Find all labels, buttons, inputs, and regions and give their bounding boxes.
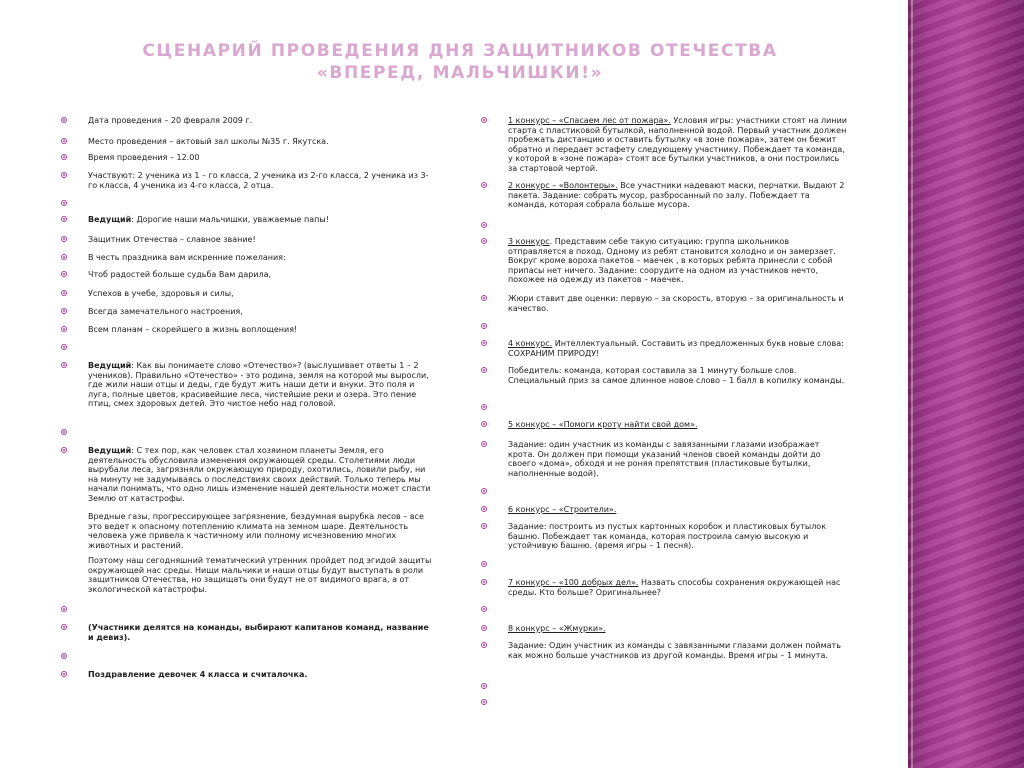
bullet-icon bbox=[480, 221, 488, 229]
right-paragraph bbox=[508, 116, 848, 174]
bullet-icon bbox=[480, 366, 488, 374]
paragraph-lead: Ведущий bbox=[88, 215, 132, 224]
paragraph-lead: 5 конкурс – «Помоги кроту найти свой дом». bbox=[508, 420, 698, 429]
bullet-icon bbox=[60, 670, 68, 678]
right-paragraph bbox=[508, 339, 848, 358]
bullet-icon bbox=[480, 322, 488, 330]
paragraph-text: Успехов в учебе, здоровья и силы, bbox=[88, 289, 234, 298]
bullet-icon bbox=[480, 339, 488, 347]
paragraph-lead: 4 конкурс. bbox=[508, 339, 553, 348]
paragraph-text: Назвать способы сохранения окружающей нас среды. Кто больше? Оригинальнее? bbox=[508, 578, 841, 597]
bullet-icon bbox=[60, 307, 68, 315]
left-paragraph bbox=[88, 512, 434, 550]
bullet-icon bbox=[480, 605, 488, 613]
right-paragraph bbox=[508, 294, 848, 313]
bullet-icon bbox=[480, 698, 488, 706]
right-paragraph bbox=[508, 420, 848, 430]
paragraph-text: Жюри ставит две оценки: первую – за скорость, вторую – за оригинальность и качество. bbox=[508, 294, 844, 313]
right-paragraph bbox=[508, 522, 848, 551]
paragraph-text: Условия игры: участники стоят на линии старта с пластиковой бутылкой, наполненной водой. Первый участник должен пробежать дистанцию и оставить бутылку «в зоне пожара», затем он бежит обратно и передает эстафету следующему участнику. Побеждает та команда, у которой в «зоне пожара» стоят все бутылки участников, а они построились за стартовой чертой. bbox=[508, 116, 847, 173]
title-line-2: «ВПЕРЕД, МАЛЬЧИШКИ!» bbox=[316, 63, 604, 83]
bullet-icon bbox=[480, 624, 488, 632]
paragraph-text: Поздравление девочек 4 класса и считалочка. bbox=[88, 670, 308, 679]
paragraph-text: Всегда замечательного настроения, bbox=[88, 307, 243, 316]
bullet-icon bbox=[480, 116, 488, 124]
bullet-icon bbox=[480, 294, 488, 302]
paragraph-text: Участвуют: 2 ученика из 1 – го класса, 2 ученика из 2-го класса, 2 ученика из 3-го класса, 4 ученика из 4-го класса, 2 отца. bbox=[88, 171, 429, 190]
bullet-icon bbox=[60, 325, 68, 333]
left-paragraph bbox=[88, 215, 434, 225]
paragraph-text: Всем планам – скорейшего в жизнь воплощения! bbox=[88, 325, 298, 334]
bullet-icon bbox=[60, 199, 68, 207]
right-paragraph bbox=[508, 181, 848, 210]
bullet-icon bbox=[480, 505, 488, 513]
paragraph-text: Место проведения – актовый зал школы №35 г. Якутска. bbox=[88, 137, 329, 146]
left-paragraph bbox=[88, 253, 434, 263]
bullet-icon bbox=[60, 270, 68, 278]
bullet-icon bbox=[480, 403, 488, 411]
bullet-icon bbox=[480, 641, 488, 649]
slide-title bbox=[120, 40, 800, 84]
bullet-icon bbox=[60, 253, 68, 261]
paragraph-lead: Ведущий bbox=[88, 361, 132, 370]
paragraph-lead: 1 конкурс – «Спасаем лес от пожара». bbox=[508, 116, 671, 125]
bullet-icon bbox=[60, 171, 68, 179]
paragraph-text: : Как вы понимаете слово «Отечество»? (выслушивает ответы 1 – 2 учеников). Правильно «Отечество» - это родина, земля на которой мы выросли, где жили наши отцы и деды, где будут жить наши дети и внуки. Это поля и луга, полные цветов, красивейшие леса, чистейшие реки и озера. Это пение птиц, смех здоровых детей. Это чистое небо над головой. bbox=[88, 361, 429, 409]
paragraph-text: Задание: Один участник из команды с завязанными глазами должен поймать как можно больше участников из другой команды. Время игры – 1 минута. bbox=[508, 641, 841, 660]
left-paragraph bbox=[88, 270, 434, 280]
paragraph-text: Задание: один участник из команды с завязанными глазами изображает крота. Он должен при помощи указаний членов своей команды дойти до своего «дома», обходя и не роняя препятствия (пластиковые бутылки, наполненные водой). bbox=[508, 440, 821, 478]
bullet-icon bbox=[60, 652, 68, 660]
bullet-icon bbox=[60, 215, 68, 223]
left-paragraph bbox=[88, 623, 434, 642]
paragraph-text: Поэтому наш сегодняшний тематический утренник пройдет под эгидой защиты окружающей нас среды. Нищи мальчики и наши отцы будут выступать в роли защитников Отечества, но защищать они будут не от видимого врага, а от экологической катастрофы. bbox=[88, 556, 432, 594]
left-paragraph bbox=[88, 307, 434, 317]
bullet-icon bbox=[480, 181, 488, 189]
paragraph-text: : Дорогие наши мальчишки, уважаемые папы! bbox=[131, 215, 329, 224]
right-paragraph bbox=[508, 237, 848, 285]
left-paragraph bbox=[88, 171, 434, 190]
paragraph-text: Защитник Отечества – славное звание! bbox=[88, 235, 256, 244]
bullet-icon bbox=[480, 522, 488, 530]
right-paragraph bbox=[508, 505, 848, 515]
paragraph-lead: 2 конкурс – «Волонтеры». bbox=[508, 181, 618, 190]
right-paragraph bbox=[508, 641, 848, 660]
bullet-icon bbox=[60, 623, 68, 631]
decorative-side-bar bbox=[908, 0, 1024, 768]
paragraph-text: Интеллектуальный. Составить из предложенных букв новые слова: СОХРАНИМ ПРИРОДУ! bbox=[508, 339, 844, 358]
paragraph-text: Время проведения – 12.00 bbox=[88, 153, 200, 162]
bullet-icon bbox=[480, 420, 488, 428]
left-paragraph bbox=[88, 289, 434, 299]
paragraph-text: Вредные газы, прогрессирующее загрязнение, бездумная вырубка лесов – все это ведет к опасному потеплению климата на земном шаре. Деятельность человека уже привела к частичному или полному исчезновению многих животных и растений. bbox=[88, 512, 424, 550]
left-paragraph bbox=[88, 235, 434, 245]
bullet-icon bbox=[480, 237, 488, 245]
bullet-icon bbox=[60, 361, 68, 369]
paragraph-text: Победитель: команда, которая составила за 1 минуту больше слов. Специальный приз за самое длинное новое слово – 1 балл в копилку команды. bbox=[508, 366, 845, 385]
paragraph-text: Задание: построить из пустых картонных коробок и пластиковых бутылок башню. Побеждает так команда, которая построила самую высокую и устойчивую башню. (время игры – 1 песня). bbox=[508, 522, 827, 551]
bullet-icon bbox=[60, 289, 68, 297]
right-paragraph bbox=[508, 578, 848, 597]
bullet-icon bbox=[60, 605, 68, 613]
left-paragraph bbox=[88, 446, 434, 504]
bullet-icon bbox=[480, 578, 488, 586]
left-paragraph bbox=[88, 137, 434, 147]
paragraph-lead: 3 конкурс bbox=[508, 237, 550, 246]
bullet-icon bbox=[60, 446, 68, 454]
paragraph-text: Дата проведения – 20 февраля 2009 г. bbox=[88, 116, 253, 125]
paragraph-text: В честь праздника вам искренние пожелания: bbox=[88, 253, 286, 262]
paragraph-lead: Ведущий bbox=[88, 446, 132, 455]
paragraph-text: (Участники делятся на команды, выбирают капитанов команд, название и девиз). bbox=[88, 623, 429, 642]
paragraph-lead: 6 конкурс – «Строители». bbox=[508, 505, 617, 514]
bullet-icon bbox=[60, 343, 68, 351]
bullet-icon bbox=[480, 487, 488, 495]
bullet-icon bbox=[60, 153, 68, 161]
bullet-icon bbox=[480, 682, 488, 690]
paragraph-text: Все участники надевают маски, перчатки. Выдают 2 пакета. Задание: собрать мусор, разбросанный по залу. Побеждает та команда, которая собрала больше мусора. bbox=[508, 181, 845, 210]
paragraph-text: Чтоб радостей больше судьба Вам дарила, bbox=[88, 270, 272, 279]
paragraph-lead: 7 конкурс – «100 добрых дел». bbox=[508, 578, 639, 587]
bullet-icon bbox=[480, 440, 488, 448]
bullet-icon bbox=[60, 137, 68, 145]
bullet-icon bbox=[60, 116, 68, 124]
left-paragraph bbox=[88, 325, 434, 335]
right-paragraph bbox=[508, 366, 848, 385]
bullet-icon bbox=[480, 560, 488, 568]
paragraph-lead: 8 конкурс – «Жмурки». bbox=[508, 624, 606, 633]
bullet-icon bbox=[60, 428, 68, 436]
left-paragraph bbox=[88, 153, 434, 163]
left-paragraph bbox=[88, 361, 434, 409]
right-paragraph bbox=[508, 624, 848, 634]
left-paragraph bbox=[88, 556, 434, 594]
right-paragraph bbox=[508, 440, 848, 478]
paragraph-text: . Представим себе такую ситуацию: группа школьников отправляется в поход. Одному из ребят становится холодно и он замерзает. Вокруг кроме вороха пакетов – маечек , в которых ребята принесли с собой припасы нет ничего. Задание: соорудите на одном из участников нечто, похожее на одежду из пакетов – маечек. bbox=[508, 237, 836, 285]
left-paragraph bbox=[88, 116, 434, 126]
paragraph-text: : С тех пор, как человек стал хозяином планеты Земля, его деятельность обусловила изменения окружающей среды. Столетиями люди вырубали леса, загрязняли окружающую природу, охотились, ловили рыбу, ни на минуту не задумываясь о последствиях своих действий. Только теперь мы начали понимать, что одно лишь изменение нашей деятельности может спасти Землю от катастрофы. bbox=[88, 446, 431, 503]
title-line-1: СЦЕНАРИЙ ПРОВЕДЕНИЯ ДНЯ ЗАЩИТНИКОВ ОТЕЧЕСТВА bbox=[142, 41, 778, 61]
bullet-icon bbox=[60, 235, 68, 243]
left-paragraph bbox=[88, 670, 434, 680]
